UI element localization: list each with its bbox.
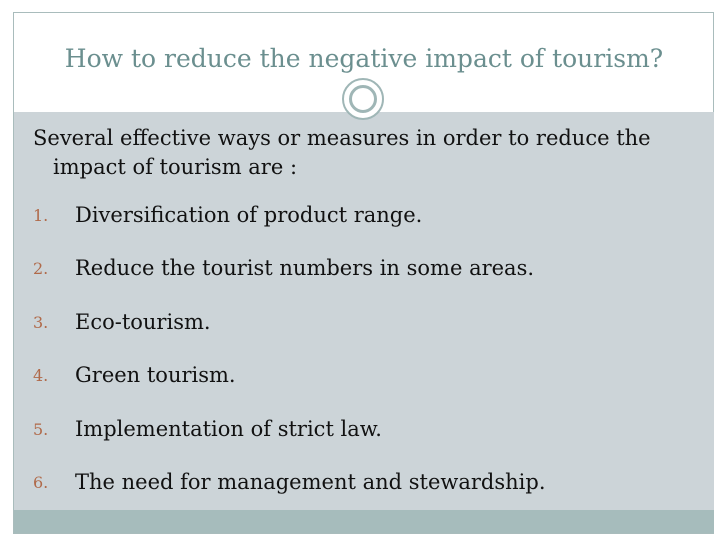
intro-text: Several effective ways or measures in order to reduce the impact of tourism are : (33, 126, 651, 179)
footer-bar (14, 510, 714, 533)
list-text: Reduce the tourist numbers in some areas. (75, 256, 535, 281)
list-item (33, 360, 703, 413)
list-text: The need for management and stewardship. (75, 469, 546, 494)
list-number: 2. (33, 259, 49, 279)
list-number: 5. (33, 419, 49, 439)
slide-title: How to reduce the negative impact of tourism? (64, 44, 664, 73)
list-item (33, 414, 703, 467)
list-number: 4. (33, 366, 49, 386)
list-item (33, 253, 703, 306)
list-text: Eco-tourism. (75, 309, 211, 334)
list-item (33, 307, 703, 360)
double-ring-ornament-icon (342, 78, 384, 120)
list-text: Green tourism. (75, 363, 236, 388)
ornament-inner-ring (349, 85, 377, 113)
list-text: Diversification of product range. (75, 203, 423, 227)
list-item (33, 200, 703, 253)
list-number: 3. (33, 312, 49, 332)
list-number: 1. (33, 206, 49, 225)
list-text: Implementation of strict law. (75, 416, 382, 441)
measures-list (33, 200, 703, 520)
list-number: 6. (33, 472, 49, 492)
